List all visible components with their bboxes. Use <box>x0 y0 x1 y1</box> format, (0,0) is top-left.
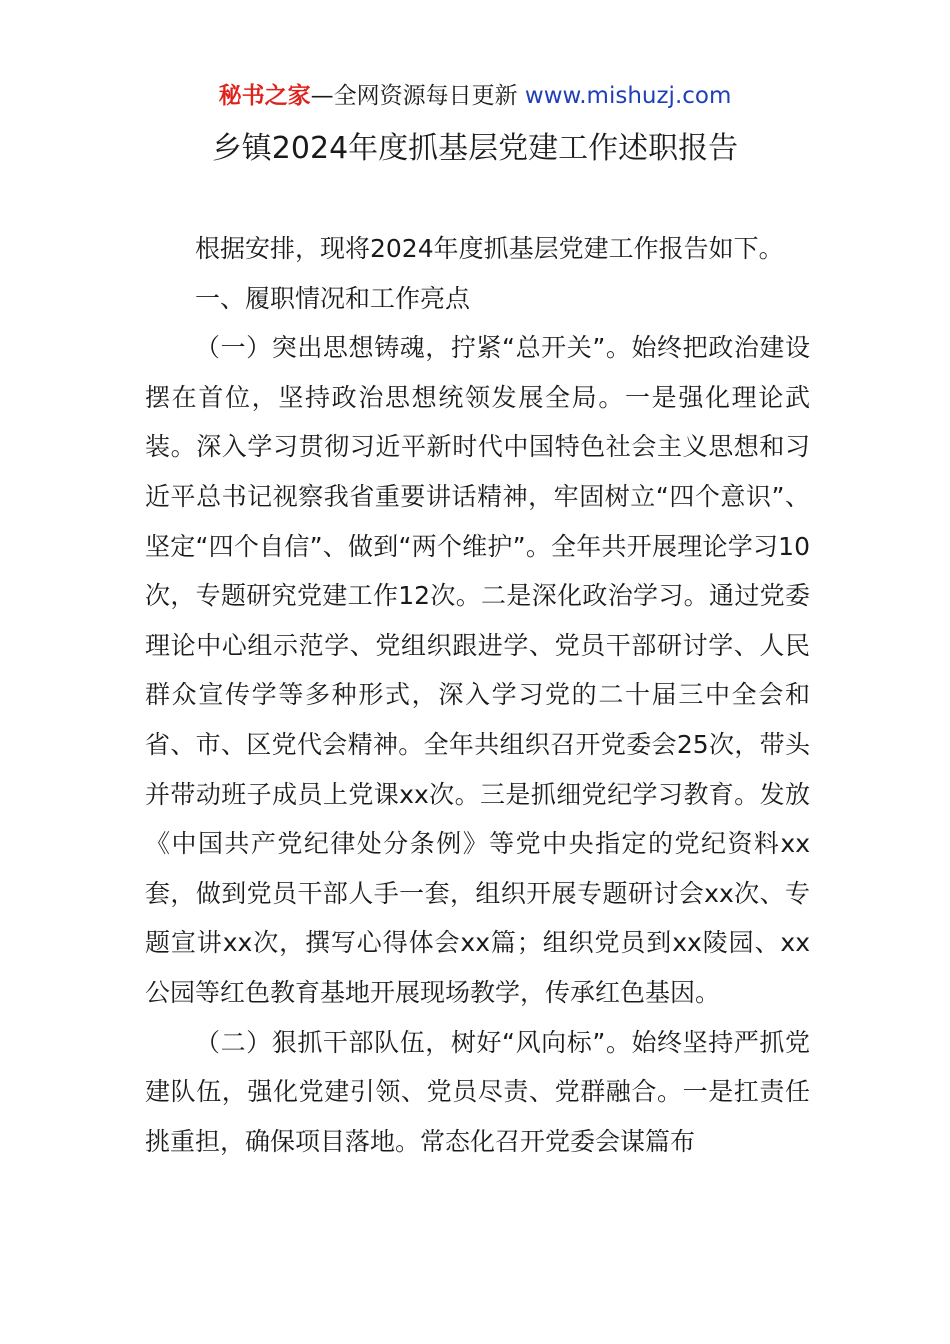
document-body <box>145 224 810 1166</box>
header-banner <box>0 80 950 112</box>
section-heading: 一、履职情况和工作亮点 <box>195 283 471 313</box>
body-paragraph: （一）突出思想铸魂，拧紧“总开关”。始终把政治建设摆在首位，坚持政治思想统领发展全局。一是强化理论武装。深入学习贯彻习近平新时代中国特色社会主义思想和习近平总书记视察我省重要讲话精神，牢固树立“四个意识”、坚定“四个自信”、做到“两个维护”。全年共开展理论学习10次，专题研究党建工作12次。二是深化政治学习。通过党委理论中心组示范学、党组织跟进学、党员干部研讨学、人民群众宣传学等多种形式，深入学习党的二十届三中全会和省、市、区党代会精神。全年共组织召开党委会25次，带头并带动班子成员上党课xx次。三是抓细党纪学习教育。发放《中国共产党纪律处分条例》等党中央指定的党纪资料xx套，做到党员干部人手一套，组织开展专题研讨会xx次、专题宣讲xx次，撰写心得体会xx篇；组织党员到xx陵园、xx公园等红色教育基地开展现场教学，传承红色基因。 <box>145 333 810 1007</box>
intro-paragraph: 根据安排，现将2024年度抓基层党建工作报告如下。 <box>195 234 784 263</box>
brand-name: 秘书之家 <box>218 83 311 109</box>
site-link[interactable]: www.mishuzj.com <box>524 83 732 109</box>
body-paragraph: （二）狠抓干部队伍，树好“风向标”。始终坚持严抓党建队伍，强化党建引领、党员尽责、党群融合。一是扛责任挑重担，确保项目落地。常态化召开党委会谋篇布 <box>145 1027 810 1156</box>
header-tagline: —全网资源每日更新 <box>310 83 525 109</box>
document-title: 乡镇2024年度抓基层党建工作述职报告 <box>211 131 739 166</box>
